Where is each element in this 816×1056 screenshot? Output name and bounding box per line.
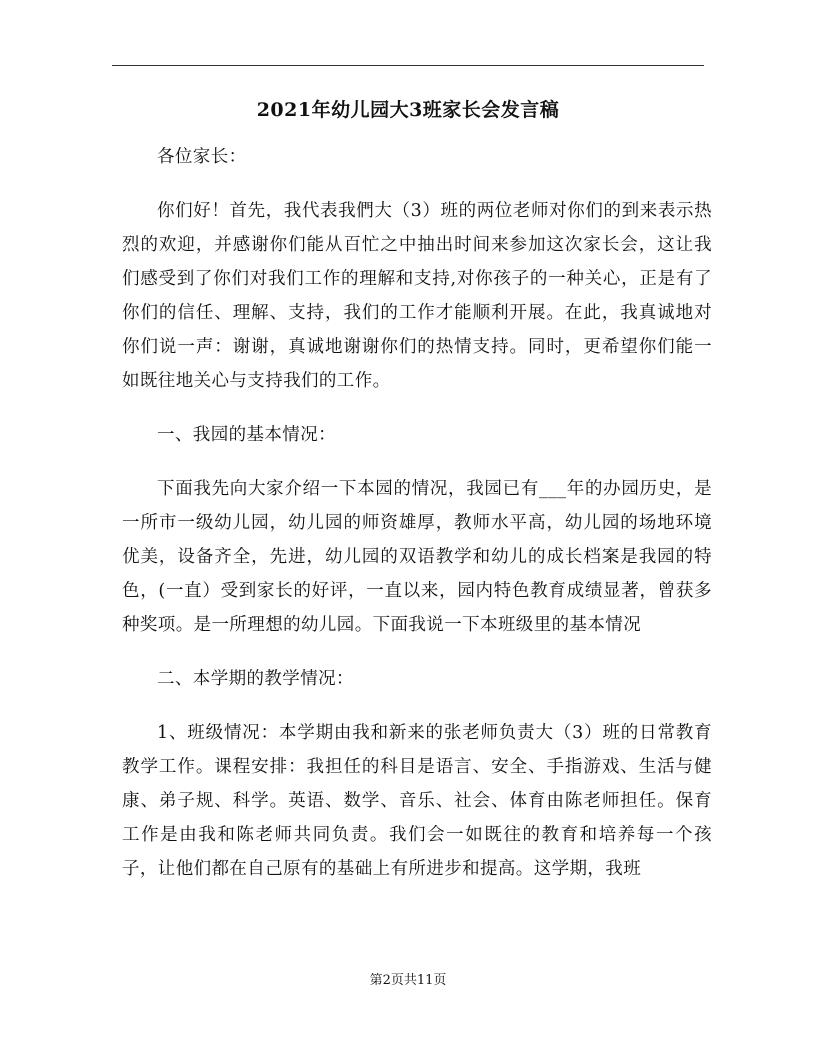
document-title: 2021年幼儿园大3班家长会发言稿 [256,99,560,121]
paragraph-class-situation: 1、班级情况：本学期由我和新来的张老师负责大（3）班的日常教育教学工作。课程安排：我担任的科目是语言、安全、手指游戏、生活与健康、弟子规、科学。英语、数学、音乐、社会、体育由陈老师担任。保育工作是由我和陈老师共同负责。我们会一如既往的教育和培养每一个孩子，让他们都在自己原有的基础上有所进步和提高。这学期，我班 [122,723,712,879]
section-heading-2: 二、本学期的教学情况： [157,669,354,689]
header-rule [112,65,704,66]
paragraph-welcome: 你们好！首先，我代表我們大（3）班的两位老师对你们的到来表示热烈的欢迎，并感谢你们能从百忙之中抽出时间来参加这次家长会，这让我们感受到了你们对我们工作的理解和支持,对你孩子的一种关心，正是有了你们的信任、理解、支持，我们的工作才能顺利开展。在此，我真诚地对你们说一声：谢谢，真诚地谢谢你们的热情支持。同时，更希望你们能一如既往地关心与支持我们的工作。 [122,201,712,391]
section-heading-1: 一、我园的基本情况： [157,425,336,445]
salutation: 各位家长： [157,147,247,167]
paragraph-kindergarten-overview: 下面我先向大家介绍一下本园的情况，我园已有___年的办园历史，是一所市一级幼儿园，幼儿园的师资雄厚，教师水平高，幼儿园的场地环境优美，设备齐全，先进，幼儿园的双语教学和幼儿的成长档案是我园的特色，(一直）受到家长的好评，一直以来，园内特色教育成绩显著，曾获多种奖项。是一所理想的幼儿园。下面我说一下本班级里的基本情况 [122,479,712,635]
document-body [122,140,712,906]
page-number-footer: 第2页共11页 [369,973,447,988]
